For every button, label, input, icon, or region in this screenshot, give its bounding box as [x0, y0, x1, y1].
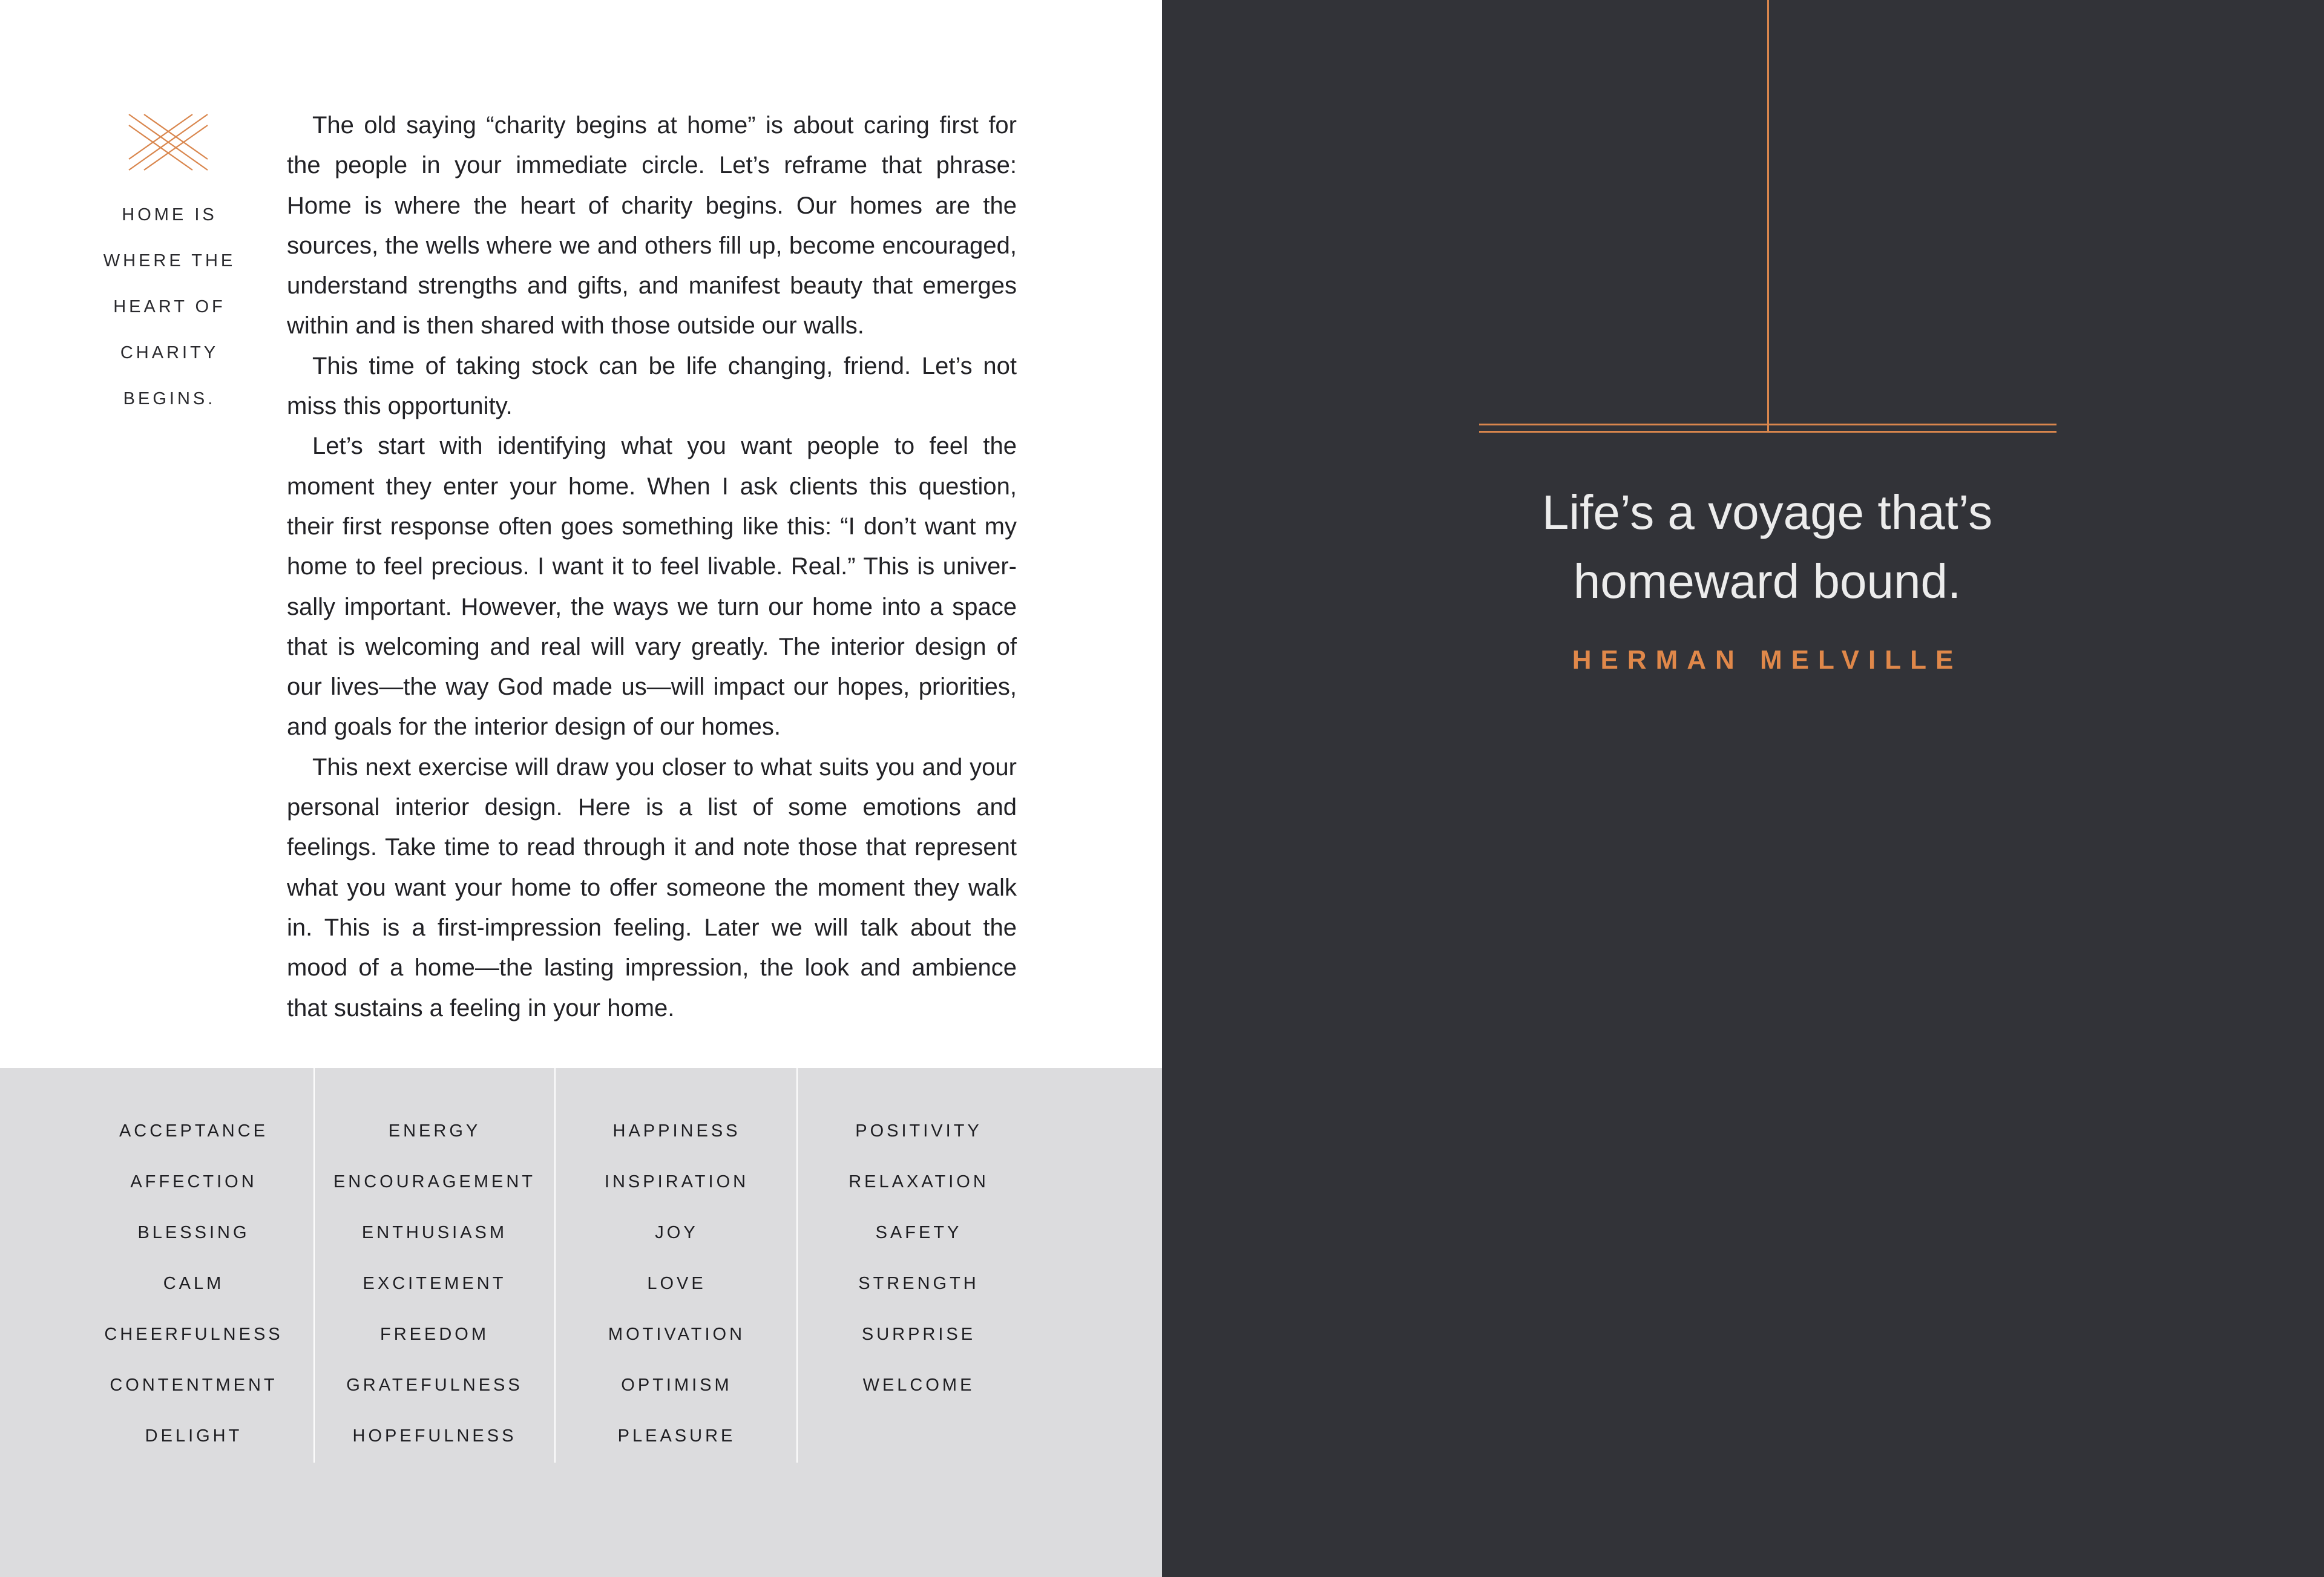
emotion-item: ENTHUSIASM	[361, 1223, 508, 1242]
emotions-column-1	[73, 1068, 315, 1463]
body-paragraph: This next exercise will draw you closer to what suits you and your personal interior design. Here is a list of some emotions and feelings. Take time to read through it and note those that represent what you want your home to offer someone the moment they walk in. This is a first-impression feeling. Later we will talk about the mood of a home—the lasting impression, the look and ambience that sustains a feeling in your home.	[287, 753, 1017, 1021]
emotions-column-4	[798, 1068, 1040, 1463]
quote-attribution: HERMAN MELVILLE	[1572, 645, 1963, 675]
emotion-item: JOY	[655, 1223, 698, 1242]
quote-line: Life’s a voyage that’s	[1541, 485, 1993, 539]
emotion-item: RELAXATION	[849, 1172, 989, 1192]
emotion-item: OPTIMISM	[621, 1375, 732, 1395]
emotions-list-panel	[0, 1068, 1162, 1577]
emotion-item: ACCEPTANCE	[119, 1121, 269, 1141]
emotion-item: EXCITEMENT	[363, 1274, 507, 1293]
emotion-item: CONTENTMENT	[110, 1375, 278, 1395]
emotion-item: MOTIVATION	[608, 1325, 746, 1344]
sidebar-note-line: HEART OF	[113, 297, 226, 316]
emotion-item: FREEDOM	[380, 1325, 489, 1344]
emotion-item: AFFECTION	[130, 1172, 257, 1192]
sidebar-pull-note	[88, 200, 251, 430]
emotion-item: ENERGY	[388, 1121, 481, 1141]
body-paragraph: Let’s start with identifying what you want people to feel the moment they enter your home. When I ask clients this question, their first response often goes something like this: “I don’t want my home to feel precious. I want it to feel livable. Real.” This is universally important. However, the ways we turn our home into a space that is welcoming and real will vary greatly. The interior design of our lives—the way God made us—will impact our hopes, priorities, and goals for the interior design of our homes.	[287, 433, 1017, 741]
emotion-item: BLESSING	[137, 1223, 250, 1242]
emotions-column-3	[556, 1068, 798, 1463]
sidebar-note-line: WHERE THE	[103, 251, 236, 270]
pull-quote	[1428, 478, 2106, 616]
emotion-item: SAFETY	[875, 1223, 962, 1242]
horizontal-rule	[1479, 424, 2056, 425]
emotion-item: SURPRISE	[861, 1325, 976, 1344]
emotion-item: HOPEFULNESS	[352, 1426, 517, 1446]
emotion-item: POSITIVITY	[855, 1121, 982, 1141]
sidebar-note-line: HOME IS	[122, 205, 217, 225]
quote-line: homeward bound.	[1573, 554, 1961, 608]
emotion-item: GRATEFULNESS	[346, 1375, 523, 1395]
emotion-item: LOVE	[647, 1274, 706, 1293]
emotion-item: DELIGHT	[145, 1426, 243, 1446]
emotion-item: CALM	[163, 1274, 225, 1293]
horizontal-rule	[1479, 431, 2056, 433]
emotion-item: PLEASURE	[617, 1426, 736, 1446]
crossed-lines-icon	[126, 112, 211, 172]
body-text	[287, 105, 1017, 1028]
emotion-item: CHEERFULNESS	[104, 1325, 283, 1344]
body-paragraph: This time of taking stock can be life changing, friend. Let’s not miss this opportunity.	[287, 352, 1017, 420]
emotion-item: HAPPINESS	[612, 1121, 741, 1141]
vertical-rule	[1767, 0, 1769, 432]
emotion-item: ENCOURAGEMENT	[333, 1172, 536, 1192]
sidebar-note-line: BEGINS.	[123, 389, 216, 408]
sidebar-note-line: CHARITY	[120, 343, 219, 362]
emotion-item: INSPIRATION	[604, 1172, 749, 1192]
body-paragraph: The old saying “charity begins at home” is about caring first for the people in your immediate circle. Let’s reframe that phrase: Home is where the heart of charity begins. Our homes are the sources, the wells where we and others fill up, become encouraged, understand strengths and gifts, and manifest beauty that emerges within and is then shared with those outside our walls.	[287, 112, 1017, 339]
right-page	[1162, 0, 2324, 1577]
emotion-item: STRENGTH	[858, 1274, 979, 1293]
emotion-item: WELCOME	[862, 1375, 975, 1395]
emotions-column-2	[313, 1068, 556, 1463]
